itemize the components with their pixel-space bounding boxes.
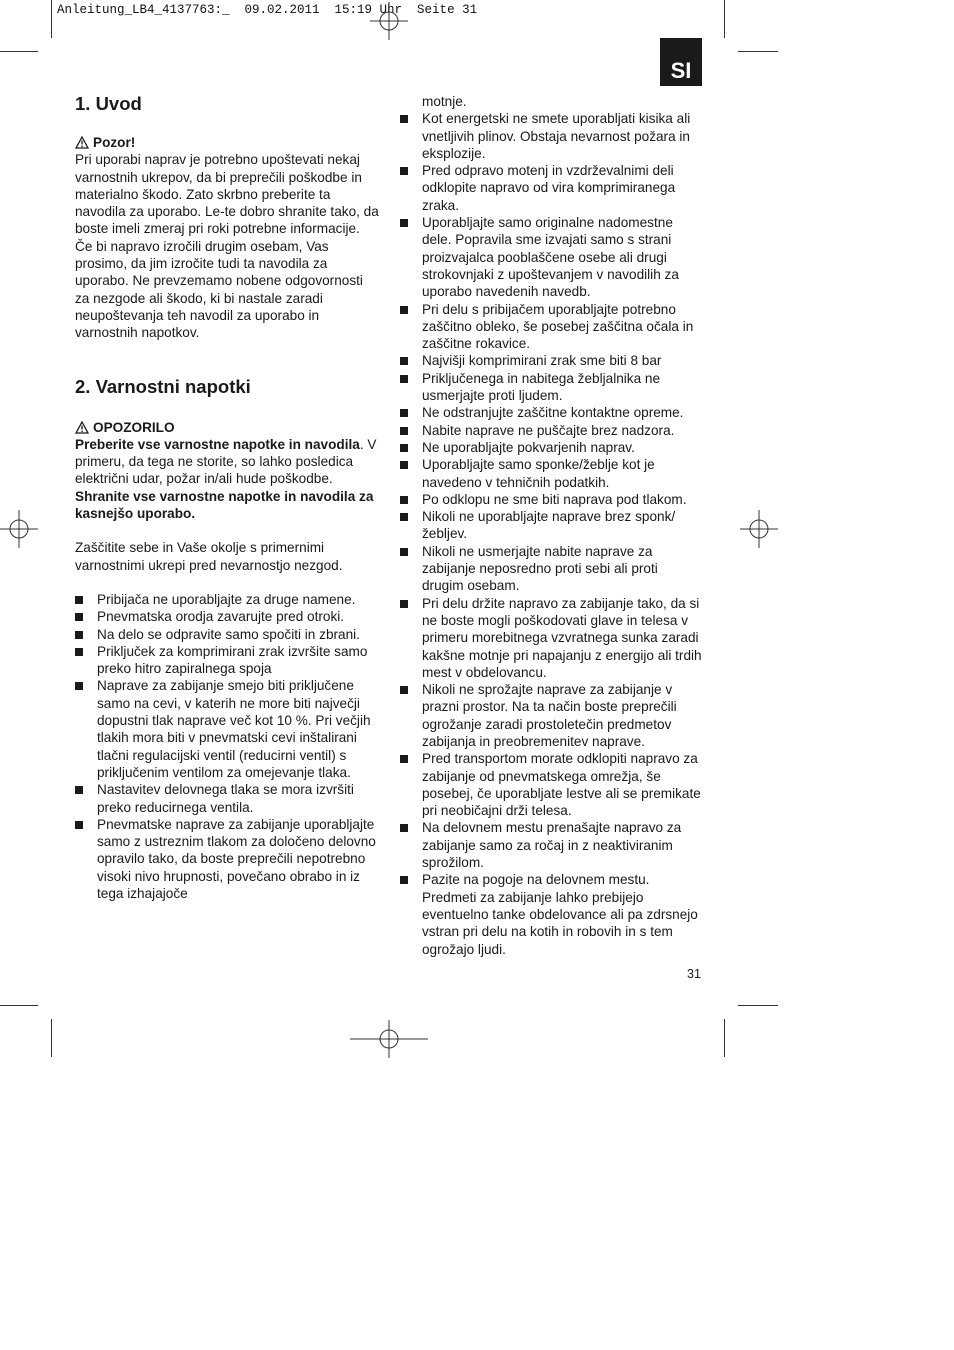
read-instructions-rest: . V primeru, da tega ne storite, so lahko posledica električni udar, požar in/ali hude poškodbe.: [75, 436, 377, 487]
warning-triangle-icon: [75, 421, 89, 434]
keep-instructions-paragraph: Shranite vse varnostne napotke in navodila za kasnejšo uporabo.: [75, 488, 374, 522]
crop-mark: [0, 1005, 38, 1006]
registration-mark-left: [0, 510, 38, 548]
warning-triangle-icon: [75, 136, 89, 149]
registration-mark-bottom: [350, 1020, 428, 1058]
list-item: Priključek za komprimirani zrak izvršite samo preko hitro zapiralnega spoja: [75, 643, 380, 678]
crop-mark: [738, 51, 778, 52]
list-item: Po odklopu ne sme biti naprava pod tlakom.: [400, 491, 702, 508]
warning-title: [75, 419, 380, 436]
list-item: Pribijača ne uporabljajte za druge namene.: [75, 591, 380, 608]
continuation-text: motnje.: [422, 94, 467, 109]
language-badge: SI: [660, 38, 702, 86]
list-item: Pri delu držite napravo za zabijanje tako, da si ne boste mogli poškodovati glave in telesa v primeru morebitnega vzvratnega sunka zaradi kakšne motnje pri napajanju z energijo ali trdih mest v obdelovancu.: [400, 595, 702, 681]
crop-mark: [724, 1019, 725, 1057]
list-item: Pnevmatska orodja zavarujte pred otroki.: [75, 608, 380, 625]
safety-bullet-list-right: [400, 110, 702, 958]
list-item: Nastavitev delovnega tlaka se mora izvršiti preko reducirnega ventila.: [75, 781, 380, 816]
crop-mark: [0, 51, 38, 52]
list-item: Na delovnem mestu prenašajte napravo za zabijanje samo za ročaj in z neaktiviranim sprožilom.: [400, 819, 702, 871]
intro-paragraph: Pri uporabi naprav je potrebno upoštevati nekaj varnostnih ukrepov, da bi preprečili poškodbe in materialno škodo. Zato skrbno preberite ta navodila za uporabo. Le-te dobro shranite tako, da boste imeli zmeraj pri roki potrebne informacije. Če bi napravo izročili drugim osebam, Vas prosimo, da jim izročite tudi ta navodila za uporabo. Ne prevzemamo nobene odgovornosti za nezgode ali škodo, ki bi nastale zaradi neupoštevanja teh navodil za uporabo in varnostnih napotkov.: [75, 152, 379, 341]
section-heading-varnostni-napotki: 2. Varnostni napotki: [75, 375, 251, 397]
list-item: Naprave za zabijanje smejo biti priključene samo na cevi, v katerih ne more biti največji dopustni tlak naprave več kot 10 %. Pri večjih tlakih mora biti v pnevmatski cevi inštalirani tlačni regulacijski ventil (reducirni ventil) s priključenim ventilom za omejevanje tlaka.: [75, 677, 380, 781]
registration-mark-right: [740, 510, 778, 548]
list-item: Priključenega in nabitega žebljalnika ne usmerjajte proti ljudem.: [400, 370, 702, 405]
list-item: Nikoli ne sprožajte naprave za zabijanje v prazni prostor. Na ta način boste preprečili ogrožanje zaradi prostoletečin predmetov zabijanja in preobremenitev naprave.: [400, 681, 702, 750]
print-header: Anleitung_LB4_4137763:_ 09.02.2011 15:19 Uhr Seite 31: [57, 3, 478, 17]
warning-title: [75, 134, 380, 151]
list-item: Nikoli ne usmerjajte nabite naprave za zabijanje neposredno proti sebi ali proti drugim osebam.: [400, 543, 702, 595]
registration-mark-top: [370, 2, 408, 40]
list-item: Na delo se odpravite samo spočiti in zbrani.: [75, 626, 380, 643]
list-item: Uporabljajte samo originalne nadomestne dele. Popravila sme izvajati samo s strani proizvajalca pooblaščene osebe ali drugi strokovnjaki z upoštevanjem v navodilih za uporabo navedenih navedb.: [400, 214, 702, 300]
left-column: [75, 93, 380, 902]
list-item: Ne uporabljajte pokvarjenih naprav.: [400, 439, 702, 456]
list-item: Pri delu s pribijačem uporabljajte potrebno zaščitno obleko, še posebej zaščitna očala in zaščitne rokavice.: [400, 301, 702, 353]
list-item: Pnevmatske naprave za zabijanje uporabljajte samo z ustreznim tlakom za določeno delovno opravilo tako, da boste preprečili nepotrebno visoki nivo hrupnosti, povečano obrabo in iz tega izhajajoče: [75, 816, 380, 902]
list-item: Nabite naprave ne puščajte brez nadzora.: [400, 422, 702, 439]
list-item: Uporabljajte samo sponke/žeblje kot je navedeno v tehničnih podatkih.: [400, 456, 702, 491]
warning-label: OPOZORILO: [93, 419, 175, 435]
read-instructions-paragraph: [75, 436, 380, 488]
crop-mark: [738, 1005, 778, 1006]
list-item: Najvišji komprimirani zrak sme biti 8 bar: [400, 352, 702, 369]
safety-bullet-list-left: [75, 591, 380, 902]
crop-mark: [724, 0, 725, 38]
list-item: Pazite na pogoje na delovnem mestu. Predmeti za zabijanje lahko prebijejo eventuelno tanke obdelovance ali pa zdrsnejo vstran pri delu na kotih in robovih in s tem ogrožajo ljudi.: [400, 871, 702, 957]
read-instructions-bold: Preberite vse varnostne napotke in navodila: [75, 436, 360, 452]
protect-paragraph: Zaščitite sebe in Vaše okolje s primernimi varnostnimi ukrepi pred nevarnostjo nezgod.: [75, 540, 343, 573]
list-item: Pred odpravo motenj in vzdrževalnimi deli odklopite napravo od vira komprimiranega zraka.: [400, 162, 702, 214]
list-item: Ne odstranjujte zaščitne kontaktne opreme.: [400, 404, 702, 421]
list-item: Kot energetski ne smete uporabljati kisika ali vnetljivih plinov. Obstaja nevarnost požara in eksplozije.: [400, 110, 702, 162]
section-heading-uvod: 1. Uvod: [75, 93, 142, 114]
warning-label: Pozor!: [93, 135, 136, 150]
list-item: Nikoli ne uporabljajte naprave brez sponk/žebljev.: [400, 508, 702, 543]
right-column: [400, 93, 702, 958]
list-item: Pred transportom morate odklopiti napravo za zabijanje od pnevmatskega omrežja, še posebej, če uporabljate lestve ali se premikate pri neobičajni drži telesa.: [400, 750, 702, 819]
crop-mark: [51, 0, 52, 38]
crop-mark: [51, 1019, 52, 1057]
page-number: 31: [687, 967, 701, 981]
